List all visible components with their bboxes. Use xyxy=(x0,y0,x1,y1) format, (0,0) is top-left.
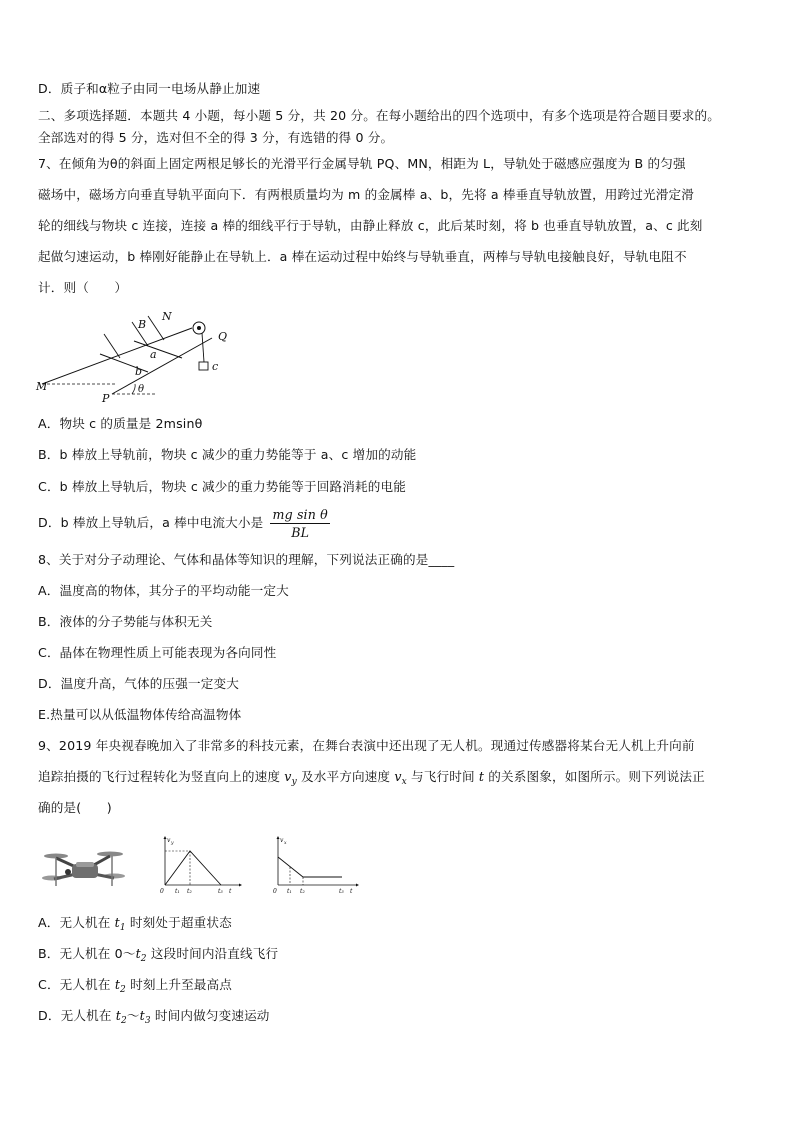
tick-t3: t₃ xyxy=(339,888,344,895)
q9-option-c xyxy=(38,976,232,999)
q7-stem-line-5: 计．则（ ） xyxy=(38,280,128,295)
string xyxy=(202,333,204,362)
rail-mn xyxy=(42,328,192,384)
symbol-t: t xyxy=(135,946,141,961)
option-text: B．无人机在 0～ xyxy=(38,946,136,961)
symbol-t: t xyxy=(139,1008,145,1023)
x-axis-arrow xyxy=(239,884,242,887)
label-theta: θ xyxy=(138,384,145,395)
option-text: 时刻上升至最高点 xyxy=(125,977,233,992)
option-text: ～ xyxy=(126,1008,140,1023)
q7-stem-line-1: 7、在倾角为θ的斜面上固定两根足够长的光滑平行金属导轨 PQ、MN，相距为 L，导轨处于磁感应强度为 B 的匀强 xyxy=(38,156,686,171)
tick-t2: t₂ xyxy=(187,888,192,895)
block-c xyxy=(199,362,208,370)
q9-stem-line-3: 确的是( ) xyxy=(38,800,112,815)
drone-top xyxy=(76,862,94,867)
vx-series-line xyxy=(278,857,342,877)
q8-stem: 8、关于对分子动理论、气体和晶体等知识的理解，下列说法正确的是____ xyxy=(38,552,455,567)
vy-series-line xyxy=(165,851,221,885)
q8-option-d: D．温度升高，气体的压强一定变大 xyxy=(38,676,240,691)
subscript: 2 xyxy=(120,985,126,995)
tick-origin: 0 xyxy=(160,888,164,895)
y-axis-label-sub: y xyxy=(171,841,174,846)
q7-option-d xyxy=(38,505,330,541)
x-axis-arrow xyxy=(356,884,359,887)
y-axis-label: v xyxy=(167,837,171,844)
label-block-c: c xyxy=(212,360,219,373)
symbol-t: t xyxy=(114,915,120,930)
rod-a xyxy=(134,341,182,358)
option-text: C．无人机在 xyxy=(38,977,115,992)
q9-option-b xyxy=(38,945,278,968)
label-m: M xyxy=(36,380,48,393)
label-rod-b: b xyxy=(135,365,143,378)
symbol-v: v xyxy=(394,769,402,784)
y-axis-label: v xyxy=(280,837,284,844)
q9-stem-text-b: 及水平方向速度 xyxy=(296,769,395,784)
subscript: 2 xyxy=(140,954,147,964)
option-text: 时间内做匀变速运动 xyxy=(150,1008,270,1023)
q8-option-e: E.热量可以从低温物体传给高温物体 xyxy=(38,707,242,722)
q9-stem-line-1: 9、2019 年央视春晚加入了非常多的科技元素，在舞台表演中还出现了无人机。现通过传感器将某台无人机上升向前 xyxy=(38,738,695,753)
q7-stem-line-4: 起做匀速运动，b 棒刚好能静止在导轨上．a 棒在运动过程中始终与导轨垂直，两棒与导轨电接触良好，导轨电阻不 xyxy=(38,249,687,264)
q7-option-d-text: D．b 棒放上导轨后，a 棒中电流大小是 xyxy=(38,515,264,530)
q8-option-c: C．晶体在物理性质上可能表现为各向同性 xyxy=(38,645,277,660)
subscript-y: y xyxy=(291,777,297,787)
symbol-t: t xyxy=(115,1008,121,1023)
option-text: 这段时间内沿直线飞行 xyxy=(146,946,279,961)
subscript: 1 xyxy=(119,923,126,933)
vx-t-graph xyxy=(268,833,364,895)
fraction-denominator: BL xyxy=(291,525,310,540)
subscript-x: x xyxy=(401,777,407,787)
q9-option-d xyxy=(38,1007,270,1030)
q7-option-d-fraction xyxy=(270,506,329,541)
q9-stem-text-d: 的关系图象，如图所示。则下列说法正 xyxy=(484,769,705,784)
q7-stem-line-3: 轮的细线与物块 c 连接，连接 a 棒的细线平行于导轨，由静止释放 c，此后某时刻，将 b 也垂直导轨放置，a、c 此刻 xyxy=(38,218,703,233)
drone-image xyxy=(42,848,128,894)
tick-t: t xyxy=(229,888,232,895)
option-text: 时刻处于超重状态 xyxy=(125,915,232,930)
label-q: Q xyxy=(218,330,228,343)
field-arrow-1 xyxy=(104,334,120,358)
subscript: 3 xyxy=(144,1016,151,1026)
subscript: 2 xyxy=(120,1016,127,1026)
tick-t: t xyxy=(350,888,353,895)
section-scoring: 全部选对的得 5 分，选对但不全的得 3 分，有选错的得 0 分。 xyxy=(38,130,394,145)
symbol-t: t xyxy=(114,977,121,992)
q7-stem-line-2: 磁场中，磁场方向垂直导轨平面向下．有两根质量均为 m 的金属棒 a、b，先将 a 棒垂直导轨放置，用跨过光滑定滑 xyxy=(38,187,695,202)
theta-arc xyxy=(132,384,135,394)
y-axis-label-sub: x xyxy=(284,841,287,846)
symbol-t: t xyxy=(478,769,485,784)
q9-stem-text-a: 追踪拍摄的飞行过程转化为竖直向上的速度 xyxy=(38,769,285,784)
vy-t-graph xyxy=(155,833,245,895)
option-text: A．无人机在 xyxy=(38,915,115,930)
q6-option-d: D．质子和α粒子由同一电场从静止加速 xyxy=(38,81,261,96)
q8-option-b: B．液体的分子势能与体积无关 xyxy=(38,614,213,629)
fraction-numerator: mg sin θ xyxy=(272,507,328,522)
propeller xyxy=(97,852,123,857)
tick-t2: t₂ xyxy=(300,888,305,895)
drone-camera xyxy=(65,869,71,875)
q7-incline-figure xyxy=(36,308,246,408)
q9-option-a xyxy=(38,914,232,937)
option-text: D．无人机在 xyxy=(38,1008,116,1023)
pulley-axle xyxy=(197,326,201,330)
q9-stem-text-c: 与飞行时间 xyxy=(406,769,479,784)
q7-option-a: A．物块 c 的质量是 2msinθ xyxy=(38,416,203,431)
section-header: 二、多项选择题．本题共 4 小题，每小题 5 分，共 20 分。在每小题给出的四个选项中，有多个选项是符合题目要求的。 xyxy=(38,108,721,123)
tick-t1: t₁ xyxy=(175,888,180,895)
label-rod-a: a xyxy=(150,348,157,361)
label-n: N xyxy=(162,310,172,323)
tick-origin: 0 xyxy=(273,888,277,895)
q7-option-c: C．b 棒放上导轨后，物块 c 减少的重力势能等于回路消耗的电能 xyxy=(38,479,406,494)
label-b-field: B xyxy=(138,318,147,331)
q7-option-b: B．b 棒放上导轨前，物块 c 减少的重力势能等于 a、c 增加的动能 xyxy=(38,447,417,462)
q9-stem-line-2 xyxy=(38,768,705,791)
propeller xyxy=(44,854,68,859)
rail-pq xyxy=(112,338,212,394)
symbol-v: v xyxy=(284,769,292,784)
tick-t1: t₁ xyxy=(287,888,292,895)
q8-option-a: A．温度高的物体，其分子的平均动能一定大 xyxy=(38,583,289,598)
tick-t3: t₃ xyxy=(218,888,223,895)
label-p: P xyxy=(102,392,110,405)
